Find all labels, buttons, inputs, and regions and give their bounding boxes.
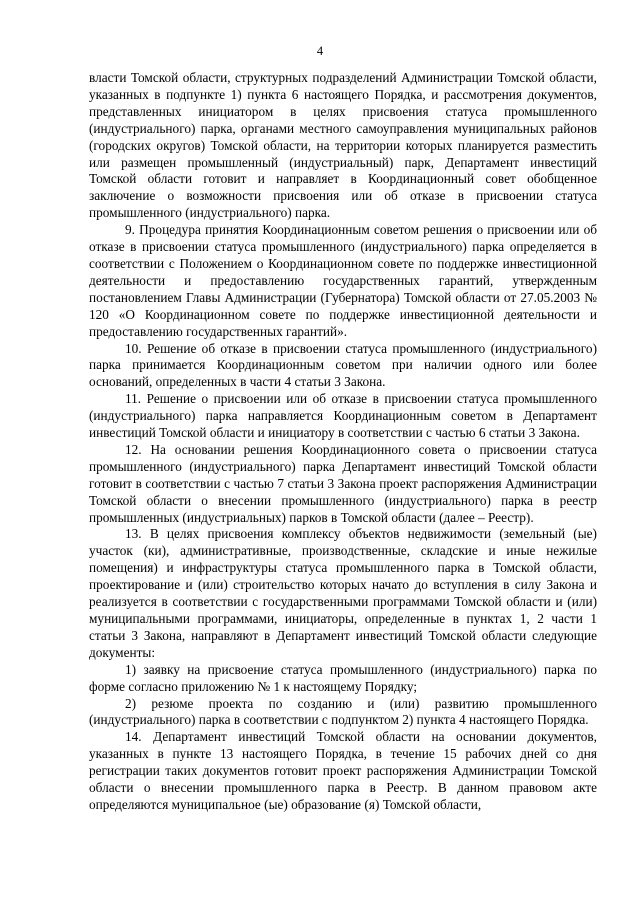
paragraph-11: 11. Решение о присвоении или об отказе в присвоении статуса промышленного (индустриального) парка направляется Координационным советом в Департамент инвестиций Томской области и инициатору в соответствии с частью 6 статьи 3 Закона.	[89, 391, 597, 441]
page-number: 4	[316, 44, 324, 58]
paragraph-continuation: власти Томской области, структурных подразделений Администрации Томской области, указанных в подпункте 1) пункта 6 настоящего Порядка, и рассмотрения документов, представленных инициатором в целях присвоения статуса промышленного (индустриального) парка, органами местного самоуправления муниципальных районов (городских округов) Томской области, на территории которых планируется разместить или размещен промышленный (индустриальный) парк, Департамент инвестиций Томской области готовит и направляет в Координационный совет обобщенное заключение о возможности присвоения или об отказе в присвоении статуса промышленного (индустриального) парка.	[89, 70, 597, 221]
paragraph-12: 12. На основании решения Координационного совета о присвоении статуса промышленного (индустриального) парка Департамент инвестиций Томской области готовит в соответствии с частью 7 статьи 3 Закона проект распоряжения Администрации Томской области о внесении промышленного (индустриального) парка в реестр промышленных (индустриальных) парков в Томской области (далее – Реестр).	[89, 441, 597, 525]
paragraph-14: 14. Департамент инвестиций Томской области на основании документов, указанных в пункте 13 настоящего Порядка, в течение 15 рабочих дней со дня регистрации таких документов готовит проект распоряжения Администрации Томской области о внесении промышленного парка в Реестр. В данном правовом акте определяются муниципальное (ые) образование (я) Томской области,	[89, 729, 597, 812]
list-item-2: 2) резюме проекта по созданию и (или) развитию промышленного (индустриального) парка в соответствии с подпунктом 2) пункта 4 настоящего Порядка.	[89, 695, 597, 728]
paragraph-9: 9. Процедура принятия Координационным советом решения о присвоении или об отказе в присвоении статуса промышленного (индустриального) парка определяется в соответствии с Положением о Координационном совете по поддержке инвестиционной деятельности и предоставлению государственных гарантий, утвержденным постановлением Главы Администрации (Губернатора) Томской области от 27.05.2003 № 120 «О Координационном совете по поддержке инвестиционной деятельности и предоставлению государственных гарантий».	[89, 222, 597, 339]
paragraph-13: 13. В целях присвоения комплексу объектов недвижимости (земельный (ые) участок (ки), административные, производственные, складские и иные нежилые помещения) и инфраструктуры статуса промышленного парка в Томской области, проектирование и (или) строительство которых начато до вступления в силу Закона и реализуется в соответствии с государственными программами Томской области и (или) муниципальными программами, инициаторы, определенные в пунктах 1, 2 части 1 статьи 3 Закона, направляют в Департамент инвестиций Томской области следующие документы:	[89, 526, 597, 660]
paragraph-10: 10. Решение об отказе в присвоении статуса промышленного (индустриального) парка принимается Координационным советом при наличии одного или более оснований, определенных в части 4 статьи 3 Закона.	[89, 340, 597, 390]
list-item-1: 1) заявку на присвоение статуса промышленного (индустриального) парка по форме согласно приложению № 1 к настоящему Порядку;	[89, 661, 597, 694]
document-body	[89, 70, 597, 814]
